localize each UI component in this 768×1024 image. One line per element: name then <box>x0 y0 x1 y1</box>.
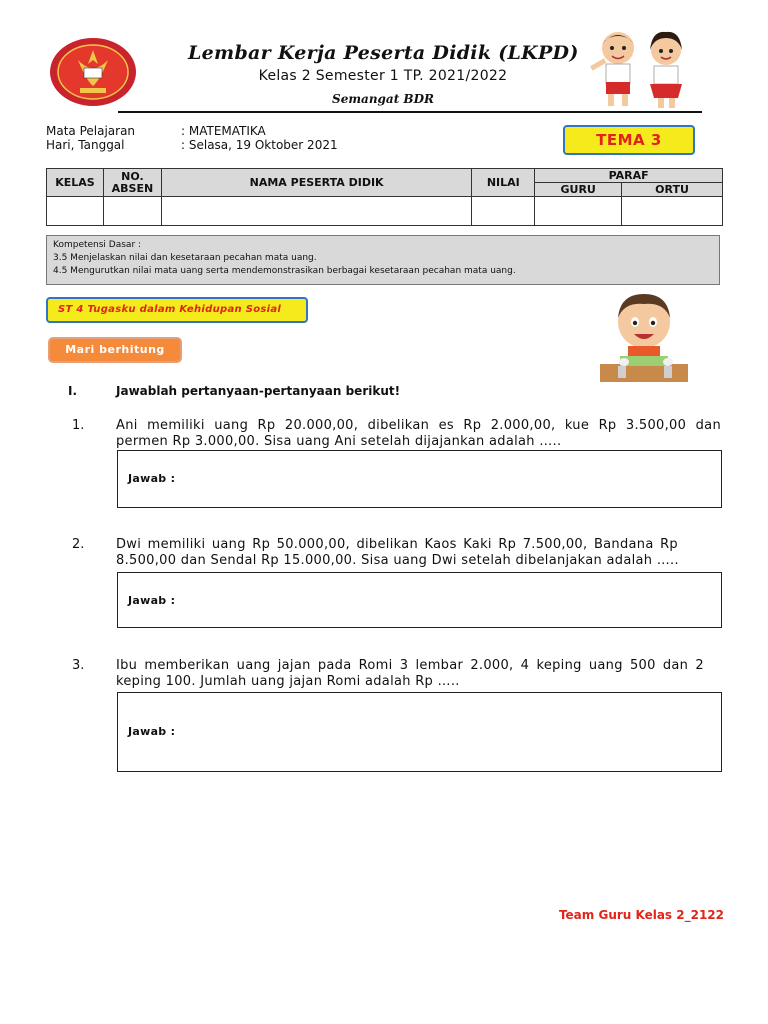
question-number: 3. <box>72 658 85 673</box>
section-instruction: Jawablah pertanyaan-pertanyaan berikut! <box>116 384 401 398</box>
students-illustration <box>584 26 702 112</box>
question-text-line1: Ani memiliki uang Rp 20.000,00, dibelikan es Rp 2.000,00, kue Rp 3.500,00 dan <box>116 418 721 433</box>
school-logo <box>48 36 138 108</box>
question-text-line1: Dwi memiliki uang Rp 50.000,00, dibelikan Kaos Kaki Rp 7.500,00, Bandana Rp <box>116 537 678 552</box>
cell-paraf-ortu[interactable] <box>622 197 723 226</box>
subtema-badge: ST 4 Tugasku dalam Kehidupan Sosial <box>46 297 308 323</box>
cell-kelas[interactable] <box>47 197 104 226</box>
answer-label: Jawab : <box>128 472 176 485</box>
cell-absen[interactable] <box>103 197 161 226</box>
document-title: Lembar Kerja Peserta Didik (LKPD) <box>188 42 579 64</box>
question-number: 1. <box>72 418 85 433</box>
student-score-table <box>46 168 723 226</box>
motto: Semangat BDR <box>332 92 434 106</box>
kd-item: 4.5 Mengurutkan nilai mata uang serta mendemonstrasikan berbagai kesetaraan pecahan mata uang. <box>53 266 516 276</box>
question-text-line2: permen Rp 3.000,00. Sisa uang Ani setelah dijajankan adalah ….. <box>116 434 562 449</box>
question-number: 2. <box>72 537 85 552</box>
boy-counting-money-illustration <box>598 286 690 384</box>
section-number: I. <box>68 384 78 398</box>
activity-label: Mari berhitung <box>48 337 182 363</box>
answer-label: Jawab : <box>128 725 176 738</box>
header-guru: GURU <box>535 183 622 197</box>
question-text-line1: Ibu memberikan uang jajan pada Romi 3 lembar 2.000, 4 keping uang 500 dan 2 <box>116 658 704 673</box>
subject-label: Mata Pelajaran <box>46 124 136 138</box>
header-nama: NAMA PESERTA DIDIK <box>161 169 471 197</box>
cell-paraf-guru[interactable] <box>535 197 622 226</box>
answer-box[interactable] <box>117 450 722 508</box>
answer-box[interactable] <box>117 692 722 772</box>
class-semester: Kelas 2 Semester 1 TP. 2021/2022 <box>258 68 508 84</box>
date-label: Hari, Tanggal <box>46 138 125 152</box>
tema-badge: TEMA 3 <box>563 125 695 155</box>
answer-label: Jawab : <box>128 594 176 607</box>
question-text-line2: 8.500,00 dan Sendal Rp 15.000,00. Sisa uang Dwi setelah dibelanjakan adalah ….. <box>116 553 679 568</box>
answer-box[interactable] <box>117 572 722 628</box>
header-no-absen <box>103 169 161 197</box>
question-text-line2: keping 100. Jumlah uang jajan Romi adalah Rp ….. <box>116 674 460 689</box>
header-kelas: KELAS <box>47 169 104 197</box>
header-divider <box>118 111 702 113</box>
cell-nilai[interactable] <box>472 197 535 226</box>
header-paraf: PARAF <box>535 169 723 183</box>
header-no: NO. <box>121 169 144 183</box>
header-nilai: NILAI <box>472 169 535 197</box>
kompetensi-dasar-panel <box>46 235 720 285</box>
kd-title: Kompetensi Dasar : <box>53 240 142 250</box>
cell-nama[interactable] <box>161 197 471 226</box>
subject-value: : MATEMATIKA <box>181 124 266 138</box>
header-ortu: ORTU <box>622 183 723 197</box>
header-absen: ABSEN <box>111 181 154 195</box>
date-value: : Selasa, 19 Oktober 2021 <box>181 138 338 152</box>
footer-team-credit: Team Guru Kelas 2_2122 <box>558 908 724 922</box>
kd-item: 3.5 Menjelaskan nilai dan kesetaraan pecahan mata uang. <box>53 253 317 263</box>
